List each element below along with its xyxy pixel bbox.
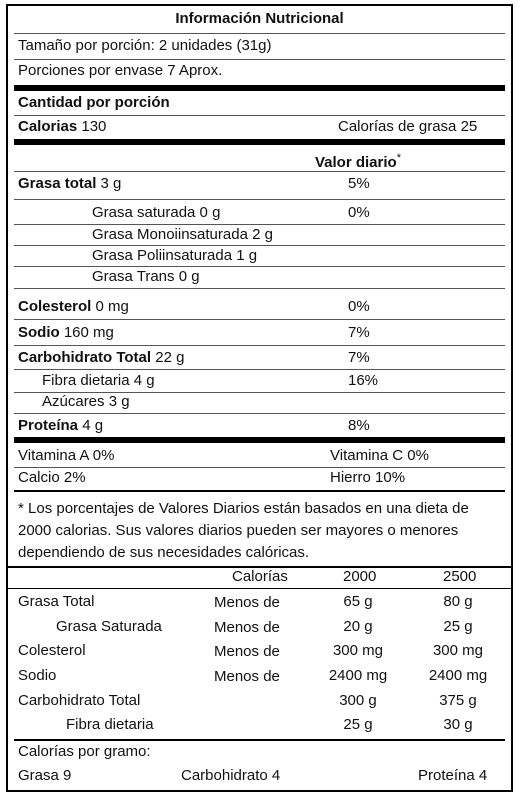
fat-calories: Calorías de grasa 25 bbox=[338, 118, 478, 135]
saturated-fat-dv: 0% bbox=[348, 204, 370, 221]
divider bbox=[14, 245, 505, 246]
ref-row-2500: 375 g bbox=[439, 692, 477, 709]
carbohydrate-label: Carbohidrato Total bbox=[18, 349, 152, 366]
calories-value: 130 bbox=[81, 118, 107, 135]
protein-dv: 8% bbox=[348, 417, 370, 434]
serving-size: Tamaño por porción: 2 unidades (31g) bbox=[18, 37, 272, 54]
calories-row bbox=[18, 118, 106, 136]
ref-row-2500: 30 g bbox=[443, 716, 473, 733]
ref-row-2000: 300 mg bbox=[332, 642, 384, 659]
total-fat-label: Grasa total bbox=[18, 175, 97, 192]
label-title: Información Nutricional bbox=[175, 10, 344, 27]
total-fat-row bbox=[18, 175, 121, 193]
carbohydrate-row bbox=[18, 349, 184, 367]
sodium-dv: 7% bbox=[348, 324, 370, 341]
thick-divider bbox=[14, 139, 505, 145]
total-fat-dv: 5% bbox=[348, 175, 370, 192]
sugars-row: Azúcares 3 g bbox=[42, 393, 130, 410]
ref-row-name: Fibra dietaria bbox=[66, 716, 154, 733]
protein-per-gram: Proteína 4 bbox=[418, 767, 488, 784]
cholesterol-label: Colesterol bbox=[18, 298, 92, 315]
daily-value-label: Valor diario bbox=[315, 154, 397, 171]
iron: Hierro 10% bbox=[330, 469, 406, 486]
ref-row-2000: 65 g bbox=[343, 593, 373, 610]
saturated-fat-row: Grasa saturada 0 g bbox=[92, 204, 221, 221]
ref-row-qualifier: Menos de bbox=[214, 668, 280, 685]
sodium-value: 160 mg bbox=[63, 324, 114, 341]
footnote-line: 2000 calorias. Sus valores diarios pueden ser mayores o menores bbox=[18, 522, 459, 539]
servings-per-container: Porciones por envase 7 Aprox. bbox=[18, 62, 223, 79]
sodium-row bbox=[18, 324, 114, 342]
cholesterol-dv: 0% bbox=[348, 298, 370, 315]
ref-row-name: Sodio bbox=[18, 667, 57, 684]
divider bbox=[14, 33, 505, 34]
ref-row-name: Carbohidrato Total bbox=[18, 692, 141, 709]
carbohydrate-dv: 7% bbox=[348, 349, 370, 366]
protein-label: Proteína bbox=[18, 417, 79, 434]
ref-row-2500: 300 mg bbox=[432, 642, 484, 659]
polyunsaturated-fat-row: Grasa Poliinsaturada 1 g bbox=[92, 247, 258, 264]
ref-row-2000: 300 g bbox=[339, 692, 377, 709]
total-fat-value: 3 g bbox=[100, 175, 122, 192]
divider bbox=[14, 739, 505, 741]
cholesterol-value: 0 mg bbox=[95, 298, 129, 315]
ref-header-2500: 2500 bbox=[443, 568, 477, 585]
divider bbox=[14, 288, 505, 289]
amount-per-serving-header: Cantidad por porción bbox=[18, 94, 170, 111]
divider bbox=[14, 345, 505, 346]
footnote-line: dependiendo de sus necesidades calóricas. bbox=[18, 544, 310, 561]
ref-header-calories: Calorías bbox=[232, 568, 288, 585]
cholesterol-row bbox=[18, 298, 129, 316]
ref-row-name: Grasa Saturada bbox=[56, 618, 162, 635]
protein-value: 4 g bbox=[82, 417, 104, 434]
ref-row-qualifier: Menos de bbox=[214, 643, 280, 660]
trans-fat-row: Grasa Trans 0 g bbox=[92, 268, 200, 285]
calories-per-gram-label: Calorías por gramo: bbox=[18, 743, 151, 760]
ref-row-qualifier: Menos de bbox=[214, 594, 280, 611]
sodium-label: Sodio bbox=[18, 324, 60, 341]
calcium: Calcio 2% bbox=[18, 469, 86, 486]
divider bbox=[14, 224, 505, 225]
daily-value-header bbox=[315, 149, 401, 172]
divider bbox=[14, 413, 505, 414]
daily-value-asterisk: * bbox=[396, 152, 401, 164]
ref-row-2500: 25 g bbox=[443, 618, 473, 635]
monounsaturated-fat-row: Grasa Monoiinsaturada 2 g bbox=[92, 226, 273, 243]
calories-label: Calorias bbox=[18, 118, 78, 135]
vitamin-c: Vitamina C 0% bbox=[330, 447, 429, 464]
divider bbox=[14, 171, 505, 172]
divider bbox=[14, 199, 505, 200]
ref-row-2500: 2400 mg bbox=[428, 667, 488, 684]
protein-row bbox=[18, 417, 103, 435]
ref-row-name: Colesterol bbox=[18, 642, 86, 659]
fiber-row: Fibra dietaria 4 g bbox=[42, 372, 155, 389]
footnote-line: * Los porcentajes de Valores Diarios están basados en una dieta de bbox=[18, 500, 469, 517]
vitamin-a: Vitamina A 0% bbox=[18, 447, 115, 464]
fat-per-gram: Grasa 9 bbox=[18, 767, 72, 784]
thick-divider bbox=[14, 85, 505, 91]
ref-row-qualifier: Menos de bbox=[214, 619, 280, 636]
divider bbox=[14, 115, 505, 116]
divider bbox=[14, 490, 505, 492]
divider bbox=[14, 319, 505, 320]
ref-row-2500: 80 g bbox=[443, 593, 473, 610]
ref-row-2000: 2400 mg bbox=[328, 667, 388, 684]
ref-row-2000: 25 g bbox=[343, 716, 373, 733]
fiber-dv: 16% bbox=[348, 372, 379, 389]
divider bbox=[14, 467, 505, 468]
divider bbox=[14, 266, 505, 267]
thick-divider bbox=[14, 437, 505, 443]
divider bbox=[14, 369, 505, 370]
carbohydrate-value: 22 g bbox=[155, 349, 185, 366]
divider bbox=[8, 588, 511, 589]
ref-row-2000: 20 g bbox=[343, 618, 373, 635]
ref-header-2000: 2000 bbox=[343, 568, 377, 585]
nutrition-facts-label bbox=[6, 4, 513, 792]
divider bbox=[14, 59, 505, 60]
carb-per-gram: Carbohidrato 4 bbox=[181, 767, 281, 784]
ref-row-name: Grasa Total bbox=[18, 593, 95, 610]
